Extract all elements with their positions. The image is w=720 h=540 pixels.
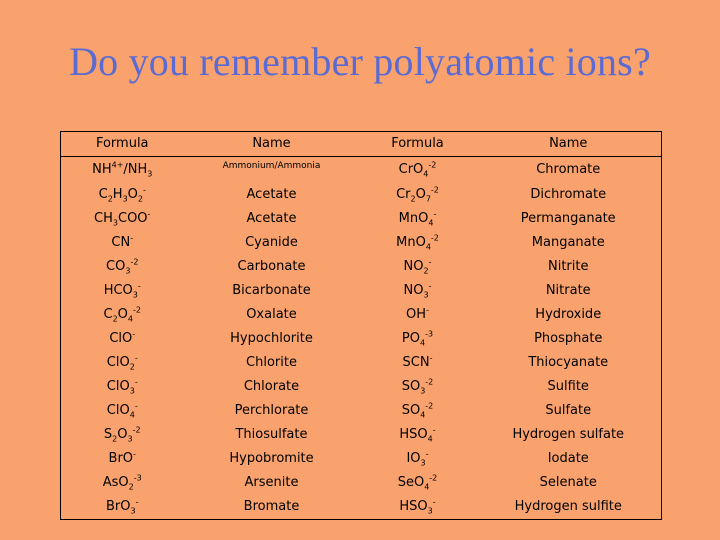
formula-charge: - (134, 377, 138, 387)
formula-text: CH (94, 211, 113, 226)
formula-charge: -2 (132, 425, 141, 435)
formula-subscript: 2 (129, 362, 135, 372)
formula-charge: - (425, 449, 429, 459)
formula-charge: - (432, 497, 436, 507)
polyatomic-ions-table (60, 131, 662, 520)
ion-name-cell: Bicarbonate (232, 283, 311, 298)
ion-name-cell: Permanganate (476, 207, 662, 231)
formula-cell (61, 327, 184, 351)
ion-name-cell: Carbonate (237, 259, 306, 274)
formula-cell (360, 351, 476, 375)
formula-subscript: 4 (425, 242, 431, 252)
formula-cell (360, 255, 476, 279)
formula-charge: -3 (425, 329, 434, 339)
formula-text: O (127, 187, 138, 202)
formula-cell (61, 157, 184, 184)
formula-text: BrO (106, 499, 131, 514)
formula-subscript: 4 (423, 169, 429, 179)
formula-subscript: 3 (129, 386, 135, 396)
table-row (61, 255, 662, 279)
formula-subscript: 3 (427, 506, 433, 516)
ion-name-cell: Arsenite (244, 475, 299, 490)
formula-subscript: 4 (420, 410, 426, 420)
formula-subscript: 2 (128, 482, 134, 492)
formula-charge: -2 (430, 185, 439, 195)
formula-text: HSO (399, 499, 428, 514)
table-row (61, 183, 662, 207)
formula-text: O (117, 307, 128, 322)
formula-text: O (413, 475, 425, 490)
ion-name-cell: Bromate (184, 495, 360, 520)
ion-name-cell: Hydrogen sulfite (476, 495, 662, 520)
formula-text: OH (406, 307, 427, 322)
header-formula: Formula (61, 132, 184, 157)
formula-subscript: 3 (125, 266, 131, 276)
table-row (61, 375, 662, 399)
formula-subscript: 2 (107, 194, 113, 204)
formula-text: O (413, 162, 424, 177)
formula-charge: -2 (425, 401, 434, 411)
table-row (61, 471, 662, 495)
formula-text: O (117, 427, 128, 442)
ion-name-cell: Oxalate (246, 307, 297, 322)
ion-name-cell: Sulfite (476, 375, 662, 399)
formula-subscript: 4 (427, 434, 433, 444)
formula-text: Cr (398, 162, 414, 177)
ion-name-cell: Nitrate (476, 279, 662, 303)
formula-text: NO (403, 259, 424, 274)
formula-subscript: 3 (147, 169, 153, 179)
formula-text: H (112, 187, 123, 202)
formula-charge: - (428, 257, 432, 267)
ion-name-cell: Dichromate (476, 183, 662, 207)
formula-text: CO (106, 259, 126, 274)
formula-subscript: 7 (425, 194, 431, 204)
formula-subscript: 4 (428, 218, 434, 228)
formula-cell (360, 303, 476, 327)
formula-charge: - (132, 329, 136, 339)
formula-subscript: 3 (112, 218, 118, 228)
formula-subscript: 2 (112, 434, 118, 444)
formula-charge: - (429, 353, 433, 363)
formula-charge: - (134, 401, 138, 411)
header-formula: Formula (360, 132, 476, 157)
ion-name-cell: Sulfate (476, 399, 662, 423)
formula-charge: - (130, 233, 134, 243)
formula-cell (360, 157, 476, 184)
formula-cell (61, 207, 184, 231)
formula-subscript: 2 (137, 194, 143, 204)
formula-cell (61, 399, 184, 423)
formula-text: /NH (123, 162, 148, 177)
formula-subscript: 3 (130, 506, 136, 516)
formula-charge: - (432, 425, 436, 435)
ion-name-cell: Chlorite (246, 355, 297, 370)
formula-charge: - (142, 185, 146, 195)
formula-cell (360, 399, 476, 423)
formula-text: PO (401, 331, 420, 346)
formula-text: O (418, 211, 429, 226)
formula-subscript: 4 (127, 314, 133, 324)
formula-cell (61, 303, 184, 327)
formula-text: AsO (102, 475, 129, 490)
formula-text: C (98, 187, 108, 202)
formula-cell (360, 279, 476, 303)
formula-charge: - (135, 497, 139, 507)
table-row (61, 495, 662, 520)
formula-cell (61, 447, 184, 471)
ion-name-cell: Manganate (476, 231, 662, 255)
ion-name-cell: Thiocyanate (476, 351, 662, 375)
ion-name-cell: Hydroxide (476, 303, 662, 327)
formula-subscript: 4 (420, 338, 426, 348)
ion-name-cell: Hypochlorite (230, 331, 313, 346)
ion-table-body (61, 132, 662, 520)
formula-charge: - (134, 353, 138, 363)
formula-cell (61, 351, 184, 375)
formula-text: C (103, 307, 113, 322)
formula-text: NO (403, 283, 424, 298)
ion-name-cell: Perchlorate (234, 403, 309, 418)
formula-text: Cr (396, 187, 411, 202)
formula-text: Mn (396, 235, 416, 250)
formula-text: COO (118, 211, 148, 226)
ion-name-cell: Selenate (476, 471, 662, 495)
formula-charge: 4 (111, 160, 117, 170)
ion-name-cell: Hydrogen sulfate (476, 423, 662, 447)
formula-text: ClO (106, 379, 130, 394)
formula-charge: -2 (428, 160, 437, 170)
formula-text: SO (401, 403, 421, 418)
formula-cell (61, 423, 184, 447)
header-name: Name (184, 132, 360, 157)
formula-text: HCO (103, 283, 133, 298)
ion-name-cell: Hypobromite (229, 451, 314, 466)
formula-text: O (415, 187, 426, 202)
ion-name-cell: Ammonium/Ammonia (222, 161, 321, 171)
formula-text: ClO (106, 355, 130, 370)
table-row (61, 327, 662, 351)
formula-charge: - (137, 281, 141, 291)
formula-text: ClO (106, 403, 130, 418)
formula-charge: -2 (130, 257, 139, 267)
formula-subscript: 4 (129, 410, 135, 420)
table-row (61, 207, 662, 231)
table-row (61, 351, 662, 375)
formula-text: Se (397, 475, 414, 490)
formula-subscript: 3 (127, 434, 133, 444)
formula-text: NH (92, 162, 112, 177)
formula-cell (61, 231, 184, 255)
formula-charge: -3 (133, 473, 142, 483)
ion-name-cell: Acetate (246, 187, 297, 202)
formula-cell (61, 183, 184, 207)
formula-cell (360, 183, 476, 207)
formula-charge: -2 (425, 377, 434, 387)
formula-charge: + (116, 160, 124, 170)
formula-text: CN (111, 235, 131, 250)
ion-name-cell: Cyanide (245, 235, 298, 250)
formula-cell (61, 279, 184, 303)
table-row (61, 279, 662, 303)
formula-cell (61, 471, 184, 495)
ion-name-cell: Thiosulfate (235, 427, 308, 442)
formula-cell (61, 375, 184, 399)
table-row (61, 231, 662, 255)
ion-name-cell: Iodate (476, 447, 662, 471)
formula-charge: - (133, 449, 136, 459)
formula-subscript: 3 (420, 458, 426, 468)
formula-text: IO (406, 451, 421, 466)
formula-cell (360, 447, 476, 471)
formula-cell (360, 423, 476, 447)
formula-cell (61, 495, 184, 520)
ion-name-cell: Chlorate (243, 379, 300, 394)
formula-subscript: 3 (423, 290, 429, 300)
formula-subscript: 3 (132, 290, 138, 300)
ion-name-cell: Acetate (246, 211, 297, 226)
formula-charge: - (433, 209, 437, 219)
header-name: Name (476, 132, 662, 157)
table-row (61, 399, 662, 423)
formula-cell (61, 255, 184, 279)
formula-charge: - (428, 281, 432, 291)
formula-text: Mn (398, 211, 419, 226)
formula-cell (360, 231, 476, 255)
formula-subscript: 2 (112, 314, 118, 324)
table-row (61, 423, 662, 447)
formula-text: O (415, 235, 426, 250)
formula-text: SO (401, 379, 421, 394)
formula-subscript: 4 (424, 482, 430, 492)
formula-charge: - (426, 305, 429, 315)
ion-name-cell: Nitrite (476, 255, 662, 279)
header-row (61, 132, 662, 157)
slide-title: Do you remember polyatomic ions? (69, 39, 651, 84)
formula-cell (360, 495, 476, 520)
table-row (61, 157, 662, 184)
formula-cell (360, 375, 476, 399)
formula-subscript: 2 (423, 266, 429, 276)
table-row (61, 303, 662, 327)
formula-charge: -2 (133, 305, 141, 315)
formula-text: S (103, 427, 113, 442)
formula-text: SCN (402, 355, 430, 370)
formula-cell (360, 471, 476, 495)
formula-cell (360, 327, 476, 351)
formula-text: ClO (109, 331, 133, 346)
formula-subscript: 3 (122, 194, 128, 204)
formula-charge: -2 (429, 473, 438, 483)
table-row (61, 447, 662, 471)
formula-subscript: 2 (410, 194, 416, 204)
formula-subscript: 3 (420, 386, 426, 396)
formula-text: HSO (399, 427, 428, 442)
ion-name-cell: Chromate (476, 157, 662, 184)
formula-text: BrO (108, 451, 134, 466)
formula-charge: - (147, 209, 151, 219)
formula-cell (360, 207, 476, 231)
ion-name-cell: Phosphate (476, 327, 662, 351)
formula-charge: -2 (430, 233, 439, 243)
